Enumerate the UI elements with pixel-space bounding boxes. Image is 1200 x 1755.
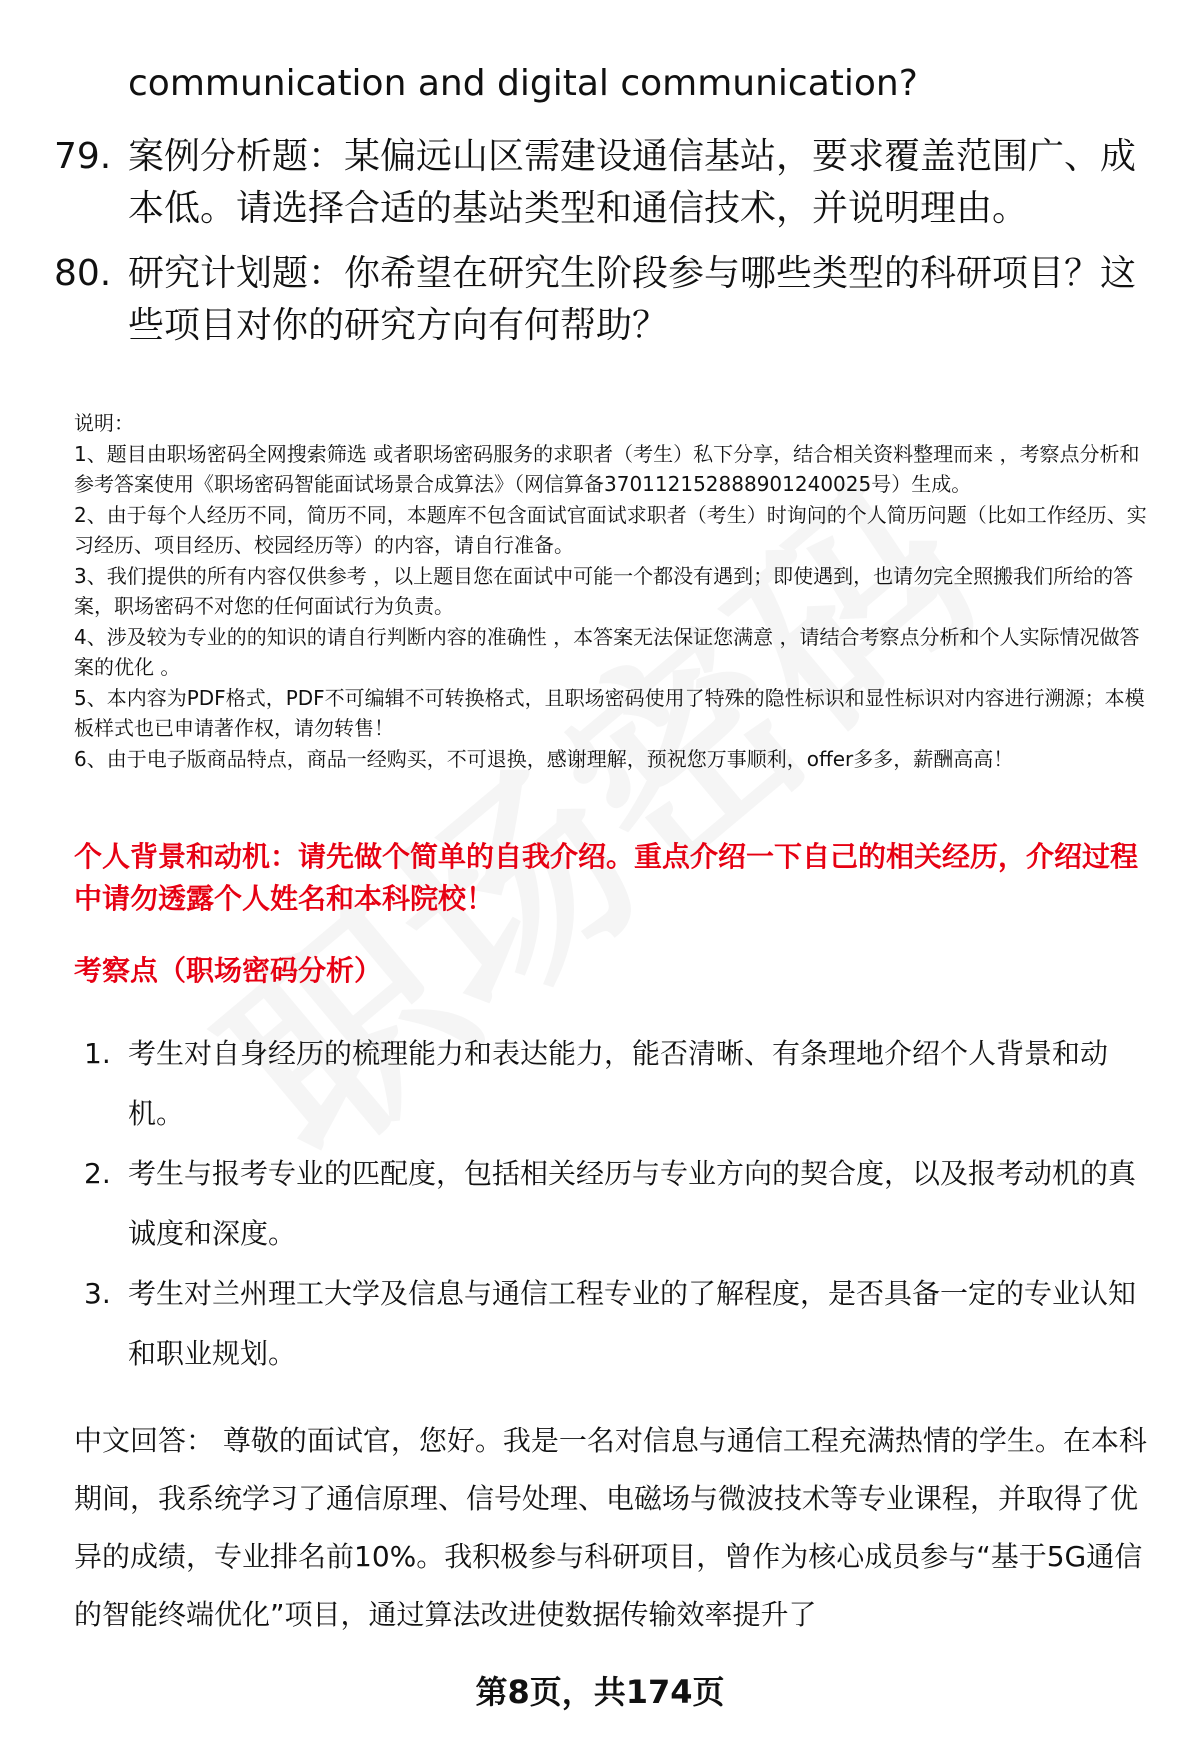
list-item [84,1024,1144,1144]
note-item: 3、我们提供的所有内容仅供参考 ，以上题目您在面试中可能一个都没有遇到；即使遇到，也请勿完全照搬我们所给的答案，职场密码不对您的任何面试行为负责。 [74,563,1134,618]
analysis-title: 考察点（职场密码分析） [74,954,383,987]
question-item [54,248,1144,352]
note-item: 1、题目由职场密码全网搜索筛选 或者职场密码服务的求职者（考生）私下分享，结合相关资料整理而来 ，考察点分析和参考答案使用《职场密码智能面试场景合成算法》（网信算备370112152888901240025号）生成。 [74,441,1140,496]
point-number: 1. [84,1037,111,1070]
answer-paragraph: 中文回答： 尊敬的面试官，您好。我是一名对信息与通信工程充满热情的学生。在本科期间，我系统学习了通信原理、信号处理、电磁场与微波技术等专业课程，并取得了优异的成绩，专业排名前10%。我积极参与科研项目，曾作为核心成员参与“基于5G通信的智能终端优化”项目，通过算法改进使数据传输效率提升了 [74,1424,1147,1631]
point-number: 2. [84,1157,111,1190]
point-number: 3. [84,1277,111,1310]
notes-title: 说明： [74,411,134,435]
continued-question-line: communication and digital communication? [128,63,918,104]
analysis-points-list [84,1024,1144,1384]
question-number: 79. [54,136,112,177]
question-item [54,131,1144,235]
list-item [84,1264,1144,1384]
note-item: 5、本内容为PDF格式，PDF不可编辑不可转换格式，且职场密码使用了特殊的隐性标识和显性标识对内容进行溯源；本模板样式也已申请著作权，请勿转售！ [74,685,1145,740]
list-item [84,1144,1144,1264]
note-item: 6、由于电子版商品特点，商品一经购买，不可退换，感谢理解，预祝您万事顺利，offer多多，薪酬高高！ [74,746,1014,771]
point-text: 考生对兰州理工大学及信息与通信工程专业的了解程度，是否具备一定的专业认知和职业规划。 [128,1277,1137,1370]
question-text: 案例分析题：某偏远山区需建设通信基站，要求覆盖范围广、成本低。请选择合适的基站类型和通信技术，并说明理由。 [128,136,1137,229]
notes-block [74,408,1154,774]
point-text: 考生对自身经历的梳理能力和表达能力，能否清晰、有条理地介绍个人背景和动机。 [128,1037,1109,1130]
point-text: 考生与报考专业的匹配度，包括相关经历与专业方向的契合度，以及报考动机的真诚度和深度。 [128,1157,1137,1250]
page-footer: 第8页，共174页 [475,1673,725,1711]
section-title: 个人背景和动机：请先做个简单的自我介绍。重点介绍一下自己的相关经历，介绍过程中请勿透露个人姓名和本科院校！ [74,840,1139,915]
note-item: 2、由于每个人经历不同，简历不同，本题库不包含面试官面试求职者（考生）时询问的个人简历问题（比如工作经历、实习经历、项目经历、校园经历等）的内容，请自行准备。 [74,502,1147,557]
note-item: 4、涉及较为专业的的知识的请自行判断内容的准确性 ，本答案无法保证您满意 ，请结合考察点分析和个人实际情况做答案的优化 。 [74,624,1140,679]
question-text: 研究计划题：你希望在研究生阶段参与哪些类型的科研项目？这些项目对你的研究方向有何帮助？ [128,253,1137,346]
question-number: 80. [54,253,112,294]
